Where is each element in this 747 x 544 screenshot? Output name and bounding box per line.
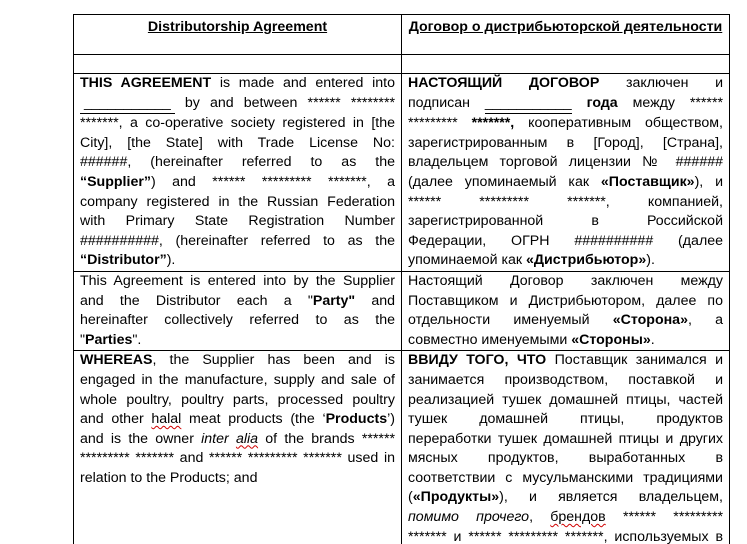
cell-english — [74, 351, 402, 544]
text-line: переработки тушек домашней птицы и других — [408, 430, 723, 447]
text-line: City], [the State] with Trade License No: — [80, 134, 395, 151]
text-line: Федерации, ОГРН ########## (далее — [408, 232, 723, 249]
text-line: ********* *******, кооперативным обществом, — [408, 115, 723, 132]
text-line: подписан ___________ года между ****** — [408, 94, 723, 115]
text-line: *******, a co-operative society registered in [the — [80, 115, 395, 132]
header-row — [74, 15, 730, 55]
text-line: зарегистрированной в Российской — [408, 213, 723, 230]
header-left: Distributorship Agreement — [74, 15, 402, 55]
text-line: ######, (hereinafter referred to as the — [80, 154, 395, 171]
text-line: “Supplier”) and ****** ********* *******, a — [80, 173, 395, 190]
text-line: "Parties". — [80, 331, 142, 348]
text-line: помимо прочего, брендов ****** ********* — [408, 509, 723, 526]
text-line: владельцем торговой лицензии № ###### — [408, 154, 723, 171]
text-line: ___________ by and between ****** ******** — [80, 94, 395, 115]
text-line: hereinafter collectively referred to as the — [80, 312, 395, 329]
text-line: and other halal meat products (the ‘Products’) — [80, 411, 395, 428]
text-line: (далее упоминаемый как «Поставщик»), и — [408, 173, 723, 190]
bilingual-agreement-table — [73, 14, 730, 544]
text-line: Поставщиком и Дистрибьютором, далее по — [408, 292, 723, 309]
text-line: and the Distributor each a "Party" and — [80, 292, 395, 309]
text-line: with Primary State Registration Number — [80, 213, 395, 230]
text-line: реализацией тушек домашней птицы, частей — [408, 391, 723, 408]
text-line: company registered in the Russian Federation — [80, 193, 395, 210]
table-row — [74, 74, 730, 272]
table-row — [74, 351, 730, 544]
table-row — [74, 271, 730, 350]
text-line: тушек домашней птицы, продуктов — [408, 411, 723, 428]
text-line: совместно именуемыми «Стороны». — [408, 331, 655, 348]
text-line: engaged in the manufacture, supply and sale of — [80, 371, 395, 388]
text-line: THIS AGREEMENT is made and entered into — [80, 75, 395, 91]
cell-english — [74, 74, 402, 272]
header-right: Договор о дистрибьюторской деятельности — [402, 15, 730, 55]
text-line: НАСТОЯЩИЙ ДОГОВОР заключен и — [408, 75, 724, 91]
text-line: ********* ******* and ****** ********* ******* used in — [80, 450, 395, 467]
cell-russian — [402, 74, 730, 272]
text-line: and is the owner inter alia of the brands ****** — [80, 430, 395, 447]
text-line: («Продукты»), и является владельцем, — [408, 489, 723, 506]
text-line: whole poultry, poultry parts, processed poultry — [80, 391, 395, 408]
text-line: соответствии с мусульманскими традициями — [408, 469, 723, 486]
text-line: ВВИДУ ТОГО, ЧТО Поставщик занимался и — [408, 352, 724, 369]
text-line: relation to the Products; and — [80, 469, 258, 486]
text-line: занимается производством, поставкой и — [408, 371, 723, 388]
text-line: Настоящий Договор заключен между — [408, 272, 723, 289]
text-line: ##########, (hereinafter referred to as the — [80, 232, 395, 249]
cell-russian — [402, 351, 730, 544]
text-line: отдельности именуемый «Сторона», а — [408, 312, 723, 329]
text-line: “Distributor”). — [80, 252, 176, 269]
text-line: упоминаемой как «Дистрибьютор»). — [408, 252, 655, 269]
text-line: ****** ********* *******, компанией, — [408, 193, 723, 210]
cell-english — [74, 271, 402, 350]
text-line: WHEREAS, the Supplier has been and is — [80, 352, 395, 369]
text-line: мясных продуктов, выработанных в — [408, 450, 723, 467]
cell-russian — [402, 271, 730, 350]
text-line: ******* и ****** ********* *******, используемых в — [408, 528, 723, 544]
empty-row — [74, 55, 730, 74]
text-line: This Agreement is entered into by the Supplier — [80, 272, 395, 289]
text-line: зарегистрированным в [Город], [Страна], — [408, 134, 723, 151]
